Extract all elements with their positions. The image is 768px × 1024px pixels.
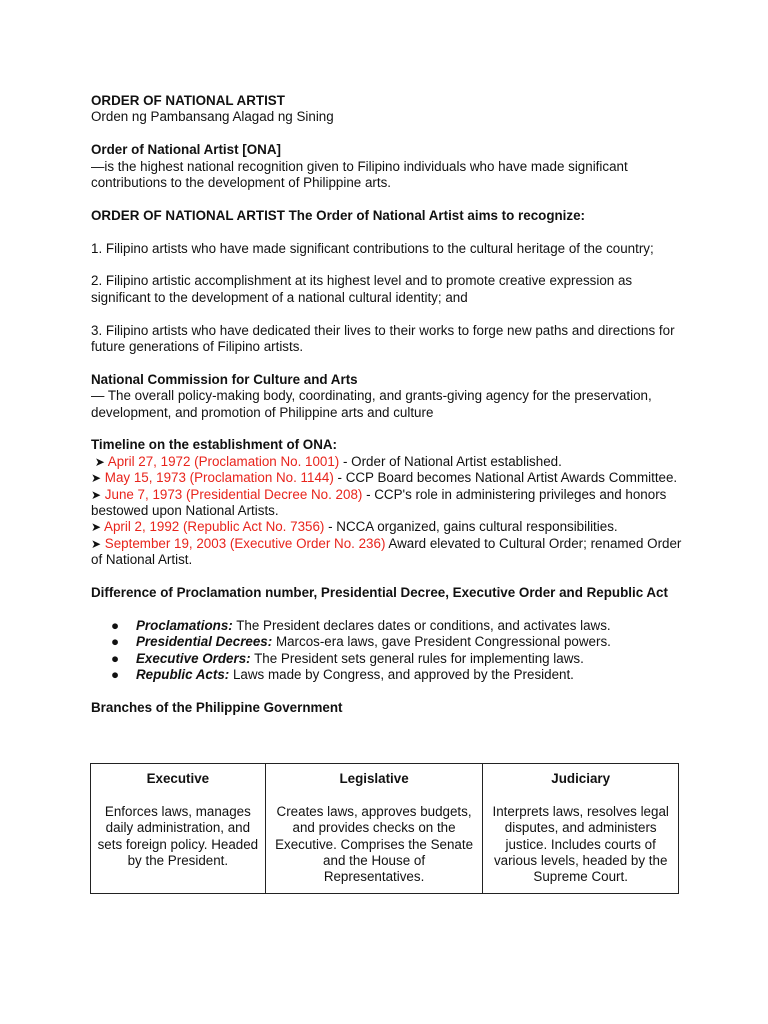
branch-cell-legislative (265, 764, 483, 894)
arrow-icon: ➤ (91, 536, 102, 551)
timeline-entry (91, 487, 691, 520)
document-subtitle: Orden ng Pambansang Alagad ng Sining (91, 109, 334, 125)
timeline-text: Award elevated to Cultural Order; renamed Order of National Artist. (91, 535, 682, 568)
branch-name: Legislative (339, 771, 409, 786)
timeline-entry (91, 519, 691, 535)
timeline-date: April 27, 1972 (Proclamation No. 1001) (107, 453, 340, 469)
branch-name: Executive (146, 771, 210, 786)
branch-cell-executive (91, 764, 266, 894)
ncca-heading: National Commission for Culture and Arts (91, 371, 358, 387)
aims-item-1: 1. Filipino artists who have made significant contributions to the cultural heritage of the country; (91, 240, 654, 256)
term: Republic Acts: (136, 667, 230, 683)
arrow-icon: ➤ (91, 487, 102, 502)
bullet-icon: ● (111, 650, 120, 666)
document-content (91, 93, 691, 716)
list-item (91, 651, 691, 667)
bullet-icon: ● (111, 634, 120, 650)
document-title: ORDER OF NATIONAL ARTIST (91, 93, 285, 108)
term-definition: Laws made by Congress, and approved by the President. (229, 667, 574, 683)
arrow-icon: ➤ (94, 454, 105, 469)
timeline-entry (91, 454, 691, 470)
term-definition: The President sets general rules for implementing laws. (250, 650, 584, 666)
term: Proclamations: (136, 617, 233, 633)
branches-heading: Branches of the Philippine Government (91, 699, 343, 715)
ona-heading: Order of National Artist [ONA] (91, 142, 281, 158)
ncca-text: — The overall policy-making body, coordinating, and grants-giving agency for the preservation, development, and promotion of Philippine arts and culture (91, 388, 652, 420)
timeline-text: - Order of National Artist established. (339, 453, 562, 469)
difference-heading: Difference of Proclamation number, Presidential Decree, Executive Order and Republic Act (91, 585, 668, 601)
term: Executive Orders: (136, 650, 251, 666)
timeline-date: September 19, 2003 (Executive Order No. 236) (104, 535, 386, 551)
aims-heading: ORDER OF NATIONAL ARTIST The Order of National Artist aims to recognize: (91, 207, 586, 223)
branch-description: Creates laws, approves budgets, and provides checks on the Executive. Comprises the Senate and the House of Representatives. (275, 803, 474, 885)
branch-name: Judiciary (551, 771, 611, 786)
difference-list (91, 618, 691, 684)
list-item (91, 667, 691, 683)
timeline-entry (91, 470, 691, 486)
timeline-date: May 15, 1973 (Proclamation No. 1144) (104, 470, 334, 486)
timeline-text: - CCP's role in administering privileges and honors bestowed upon National Artists. (91, 486, 667, 519)
timeline-date: April 2, 1992 (Republic Act No. 7356) (104, 519, 325, 535)
term-definition: The President declares dates or conditions, and activates laws. (232, 617, 611, 633)
timeline-date: June 7, 1973 (Presidential Decree No. 208) (104, 486, 363, 502)
aims-item-3: 3. Filipino artists who have dedicated their lives to their works to forge new paths and directions for future generations of Filipino artists. (91, 322, 675, 355)
timeline-heading: Timeline on the establishment of ONA: (91, 437, 338, 453)
term: Presidential Decrees: (136, 634, 273, 650)
arrow-icon: ➤ (91, 471, 102, 486)
aims-item-2: 2. Filipino artistic accomplishment at its highest level and to promote creative expression as significant to the development of a national cultural identity; and (91, 273, 633, 305)
list-item (91, 634, 691, 650)
timeline-list (91, 454, 691, 569)
timeline-text: - CCP Board becomes National Artist Awards Committee. (333, 470, 678, 486)
branch-cell-judiciary (483, 764, 679, 894)
bullet-icon: ● (111, 617, 120, 633)
list-item (91, 618, 691, 634)
table-row (91, 764, 679, 894)
timeline-entry (91, 536, 691, 569)
branches-table (90, 763, 679, 894)
timeline-text: - NCCA organized, gains cultural responsibilities. (324, 519, 618, 535)
term-definition: Marcos-era laws, gave President Congressional powers. (272, 634, 611, 650)
arrow-icon: ➤ (91, 520, 102, 535)
branch-description: Interprets laws, resolves legal disputes, and administers justice. Includes courts of various levels, headed by the Supreme Court. (492, 803, 669, 885)
branch-description: Enforces laws, manages daily administration, and sets foreign policy. Headed by the President. (97, 803, 259, 869)
bullet-icon: ● (111, 667, 120, 683)
ona-definition: —is the highest national recognition given to Filipino individuals who have made significant contributions to the development of Philippine arts. (91, 158, 628, 191)
